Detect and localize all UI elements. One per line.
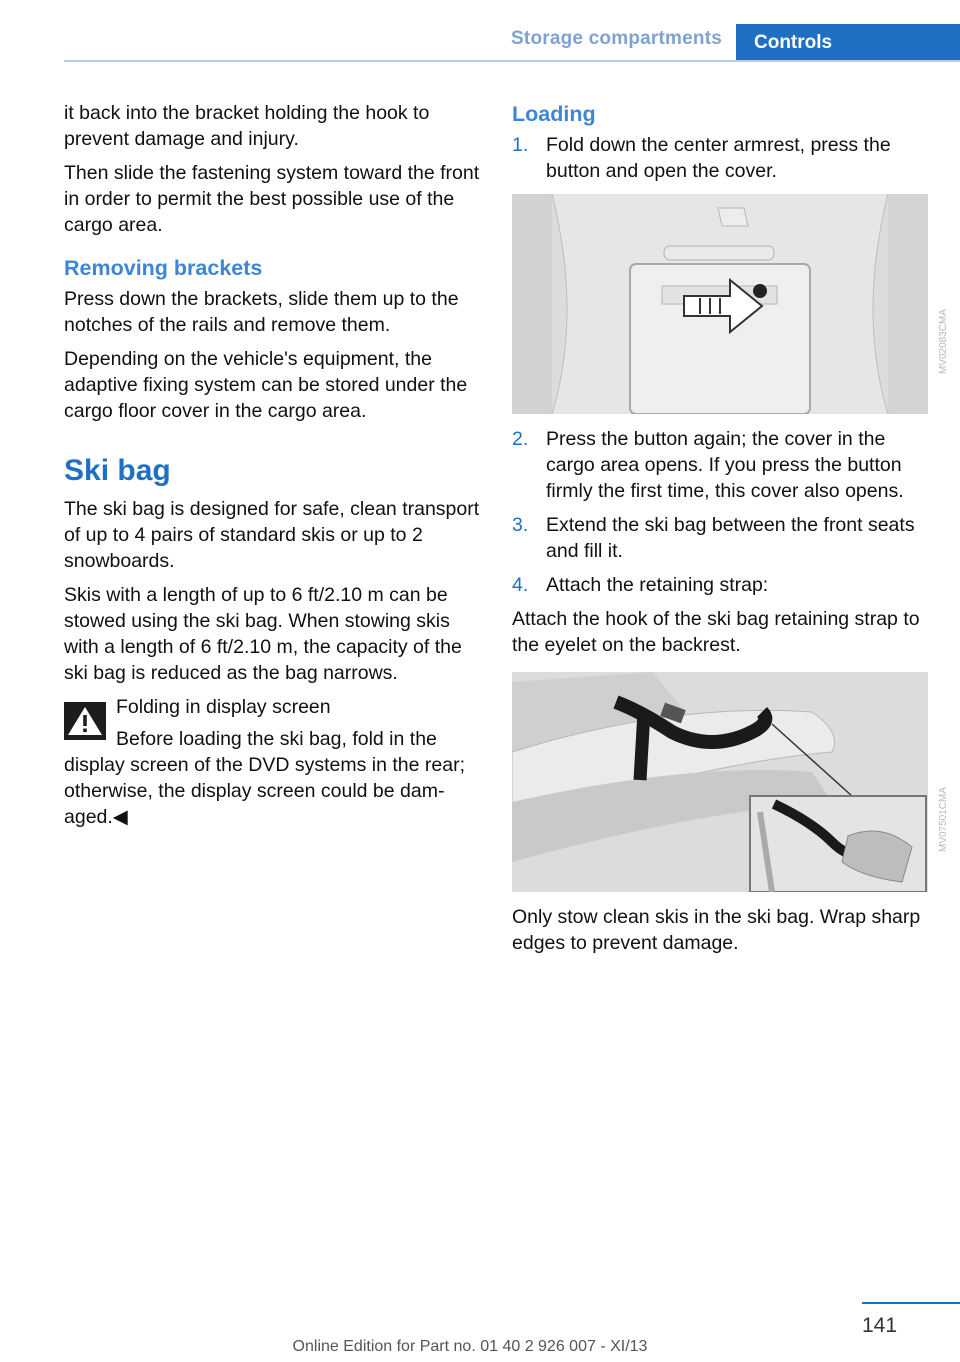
left-column (64, 100, 484, 836)
paragraph: Attach the hook of the ski bag retaining strap to the eyelet on the backrest. (512, 608, 920, 656)
section-title: Storage compartments (511, 28, 722, 49)
loading-heading: Loading (512, 102, 596, 126)
step-text: Press the button again; the cover in the cargo area opens. If you press the button firmly the first time, this cover also opens. (546, 428, 904, 502)
paragraph: Then slide the fastening system toward the front in order to permit the best possible use of the cargo area. (64, 162, 480, 236)
loading-steps-continued (512, 426, 932, 598)
armrest-photo (512, 194, 949, 414)
list-item (512, 572, 932, 598)
step-number: 2. (512, 428, 529, 450)
paragraph: Press down the brackets, slide them up to the notches of the rails and remove them. (64, 288, 459, 336)
list-item (512, 426, 932, 504)
step-text: Extend the ski bag between the front seats and fill it. (546, 514, 915, 562)
footer-rule (862, 1302, 960, 1304)
step-number: 3. (512, 514, 529, 536)
step-text: Fold down the center armrest, press the button and open the cover. (546, 134, 891, 182)
step-text: Attach the retaining strap: (546, 574, 769, 596)
page-number: 141 (862, 1314, 898, 1337)
ski-bag-heading: Ski bag (64, 454, 171, 487)
chapter-tab[interactable]: Controls (736, 24, 960, 62)
loading-steps (512, 132, 932, 184)
removing-brackets-heading: Removing brackets (64, 256, 263, 280)
list-item (512, 512, 932, 564)
step-number: 4. (512, 574, 529, 596)
paragraph: Depending on the vehicle's equipment, the adaptive fixing system can be stored under the cargo floor cover in the cargo area. (64, 348, 468, 422)
paragraph: it back into the bracket holding the hook to prevent damage and injury. (64, 102, 430, 150)
warning-box (64, 694, 484, 830)
warning-text: Before loading the ski bag, fold in the display screen of the DVD systems in the rear; otherwise, the display screen could be damaged.◀ (64, 728, 465, 828)
warning-title: Folding in display screen (116, 696, 331, 718)
edition-note: Online Edition for Part no. 01 40 2 926 007 - XI/13 (292, 1338, 648, 1355)
paragraph: The ski bag is designed for safe, clean transport of up to 4 pairs of standard skis or up to 2 snowboards. (64, 498, 480, 572)
step-number: 1. (512, 134, 529, 156)
image-code: MV07501CMA (938, 786, 949, 852)
paragraph: Skis with a length of up to 6 ft/2.10 m can be stowed using the ski bag. When stowing skis with a length of 6 ft/2.10 m, the capacity of the ski bag is reduced as the bag narrows. (64, 584, 462, 684)
header-rule (64, 60, 960, 62)
strap-photo (512, 672, 949, 892)
right-column (512, 100, 949, 964)
warning-icon (64, 702, 106, 740)
list-item (512, 132, 932, 184)
image-code: MV02083CMA (938, 308, 949, 374)
paragraph: Only stow clean skis in the ski bag. Wrap sharp edges to prevent damage. (512, 906, 921, 954)
